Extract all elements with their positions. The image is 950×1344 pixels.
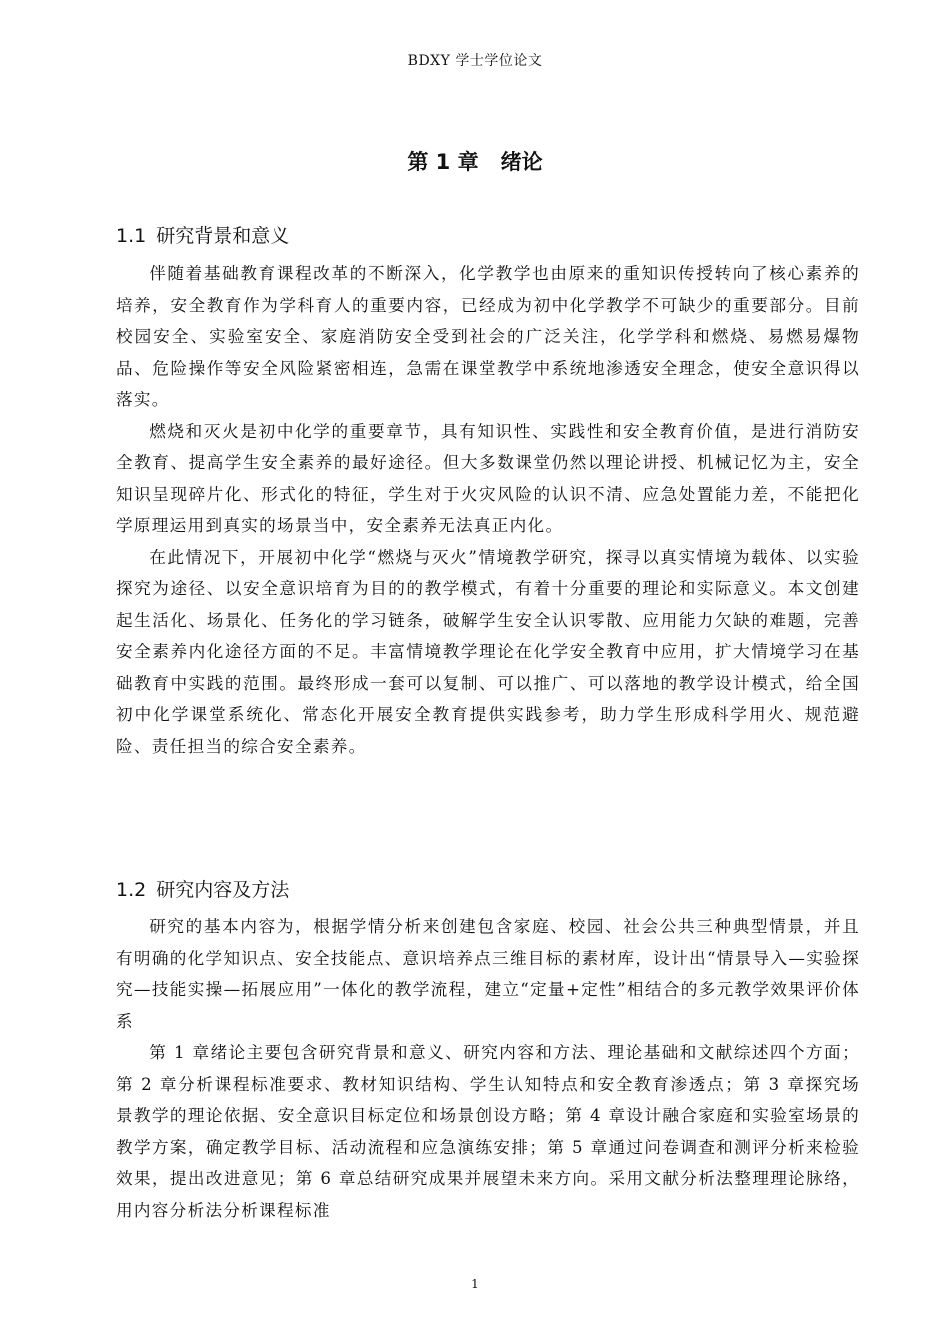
- paragraph: 伴随着基础教育课程改革的不断深入，化学教学也由原来的重知识传授转向了核心素养的培养，安全教育作为学科育人的重要内容，已经成为初中化学教学不可缺少的重要部分。目前校园安全、实验室安全、家庭消防安全受到社会的广泛关注，化学学科和燃烧、易燃易爆物品、危险操作等安全风险紧密相连，急需在课堂教学中系统地渗透安全理念，使安全意识得以落实。: [116, 264, 860, 409]
- section-heading-1-2: [116, 875, 289, 902]
- paragraph: 在此情况下，开展初中化学“燃烧与灭火”情境教学研究，探寻以真实情境为载体、以实验探究为途径、以安全意识培育为目的的教学模式，有着十分重要的理论和实际意义。本文创建起生活化、场景化、任务化的学习链条，破解学生安全认识零散、应用能力欠缺的难题，完善安全素养内化途径方面的不足。丰富情境教学理论在化学安全教育中应用，扩大情境学习在基础教育中实践的范围。最终形成一套可以复制、可以推广、可以落地的教学设计模式，给全国初中化学课堂系统化、常态化开展安全教育提供实践参考，助力学生形成科学用火、规范避险、责任担当的综合安全素养。: [116, 547, 860, 756]
- chapter-name: 绪论: [500, 150, 543, 174]
- section-heading-1-1: [116, 221, 289, 248]
- section-body-1-2: [116, 911, 860, 1226]
- page-number: 1: [471, 1277, 479, 1291]
- running-header: BDXY 学士学位论文: [407, 53, 543, 69]
- paragraph: 燃烧和灭火是初中化学的重要章节，具有知识性、实践性和安全教育价值，是进行消防安全教育、提高学生安全素养的最好途径。但大多数课堂仍然以理论讲授、机械记忆为主，安全知识呈现碎片化、形式化的特征，学生对于火灾风险的认识不清、应急处置能力差，不能把化学原理运用到真实的场景当中，安全素养无法真正内化。: [116, 421, 860, 535]
- section-title: 研究内容及方法: [156, 879, 290, 901]
- section-number: 1.2: [116, 879, 147, 901]
- chapter-title: [0, 146, 950, 176]
- section-body-1-1: [116, 258, 860, 762]
- paragraph: 研究的基本内容为，根据学情分析来创建包含家庭、校园、社会公共三种典型情景，并且有明确的化学知识点、安全技能点、意识培养点三维目标的素材库，设计出“情景导入—实验探究—技能实操—拓展应用”一体化的教学流程，建立“定量+定性”相结合的多元教学效果评价体系: [116, 917, 860, 1031]
- section-number: 1.1: [116, 225, 147, 247]
- paragraph: 第 1 章绪论主要包含研究背景和意义、研究内容和方法、理论基础和文献综述四个方面；第 2 章分析课程标准要求、教材知识结构、学生认知特点和安全教育渗透点；第 3 章探究场景教学的理论依据、安全意识目标定位和场景创设方略；第 4 章设计融合家庭和实验室场景的教学方案，确定教学目标、活动流程和应急演练安排；第 5 章通过问卷调查和测评分析来检验效果，提出改进意见；第 6 章总结研究成果并展望未来方向。采用文献分析法整理理论脉络，用内容分析法分析课程标准: [116, 1043, 860, 1220]
- section-title: 研究背景和意义: [156, 225, 290, 247]
- chapter-number: 第 1 章: [407, 150, 479, 174]
